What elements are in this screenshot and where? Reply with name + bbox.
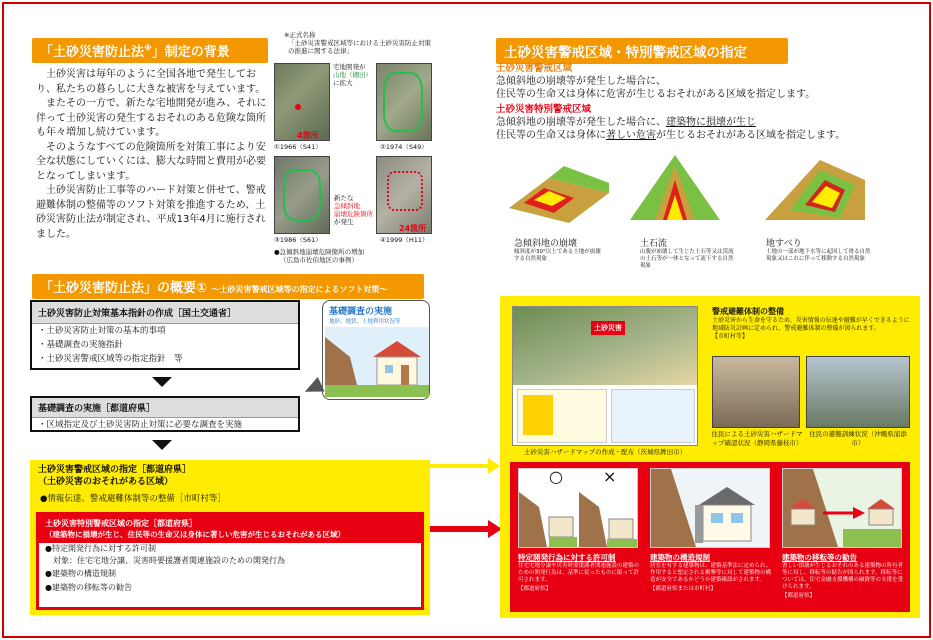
special-zone-box <box>36 512 424 610</box>
background-text <box>36 68 272 242</box>
basic-survey-title: 基礎調査の実施［都道府県］ <box>32 398 298 418</box>
hazard-map-badge: 土砂災害 <box>591 321 625 335</box>
hazard-map-image <box>512 306 698 446</box>
basic-policy-item: ・基礎調査の実施指針 <box>38 340 124 350</box>
warning-zone-panel-title: 土砂災害警戒区域の指定［都道府県］ （土砂災害のおそれがある区域） <box>38 465 192 487</box>
designation-section-title: 土砂災害警戒区域・特別警戒区域の指定 <box>496 38 788 64</box>
survey-bubble-subtitle: 地形、地質、土地利用状況等 <box>329 319 401 325</box>
basic-survey-box <box>30 396 300 432</box>
special-zone-item: ●特定開発行為に対する許可制 <box>45 544 156 553</box>
overview-section-title: 「土砂災害防止法」の概要① ～土砂災害警戒区域等の指定によるソフト対策～ <box>32 274 424 299</box>
landslide-count: 24箇所 <box>399 224 427 233</box>
special-zone-item: ●建築物の移転等の勧告 <box>45 583 132 592</box>
special-zone-box-header: 土砂災害特別警戒区域の指定［都道府県］ （建築物に損壊が生じ、住民等の生命又は身体に著しい危害が生じるおそれがある区域） <box>39 515 421 543</box>
background-paragraph: 土砂災害防止工事等のハード対策と併せて、警戒避難体制の整備等のソフト対策を推進するため、土砂災害防止法が制定され、平成13年4月に施行されました。 <box>36 185 266 240</box>
warning-zone-line: 住民等の生命又は身体に危害が生じるおそれがある区域を指定します。 <box>496 89 816 100</box>
special-measures-area <box>510 462 910 612</box>
hazard-illustration-landslide <box>760 150 870 228</box>
resident-map-check-caption: 住民による土砂災害ハザードマップ確認状況（静岡県藤枝市） <box>711 430 803 447</box>
background-section-title: 「土砂災害防止法※」制定の背景 <box>32 38 268 63</box>
special-zone-item: ●建築物の構造規制 <box>45 569 116 578</box>
callout-development: 宅地開発が 山地（棚田） に拡大 <box>333 63 372 87</box>
photo-label: ④1999（H11） <box>380 236 429 244</box>
zone-definitions <box>496 62 916 142</box>
basic-policy-box <box>30 300 300 370</box>
law-official-name-note: ※正式名称 「土砂災害警戒区域等における土砂災害防止対策の推進に関する法律」 <box>284 31 431 55</box>
hazard-illustration-debris-flow <box>625 150 725 230</box>
evacuation-system-text: 警戒避難体制の整備 土砂災害から生命を守るため、災害情報の伝達や避難が早くできるように地域防災計画に定められ、警戒避難体制の整備が図られます。 【市町村等】 <box>712 307 910 340</box>
basic-policy-item: ・土砂災害防止対策の基本的事項 <box>38 326 166 336</box>
structure-regulation-card-text: 建築物の構造規制 居室を有する建築物は、建築基準法に定められ、作用すると想定される衝撃等に対して建築物の構造が安全であるかどうか建築確認がされます。 【都道府県または市町村】 <box>650 553 772 592</box>
survey-bubble-title: 基礎調査の実施 <box>329 307 393 317</box>
hazard-label-debris-flow: 土石流 山腹が崩壊して生じた土石等又は渓流の土石等が一体となって流下する自然現象 <box>640 239 734 269</box>
landslide-count: 4箇所 <box>297 131 319 140</box>
resident-map-check-photo <box>712 356 800 428</box>
warning-zone-panel <box>30 460 430 615</box>
aerial-photo-1974 <box>376 63 432 141</box>
basic-survey-item: ・区域指定及び土砂災害防止対策に必要な調査を実施 <box>38 420 243 430</box>
basic-policy-item: ・土砂災害警戒区域等の指定指針 等 <box>38 354 183 364</box>
relocation-recommendation-illustration <box>782 468 902 548</box>
not-allowed-mark: × <box>603 467 617 486</box>
survey-illustration-bubble <box>322 300 430 400</box>
hazard-label-steep-slope: 急傾斜地の崩壊 傾斜度が30°以上である土地が崩壊する自然現象 <box>514 239 601 262</box>
photo-caption: ●急傾斜地崩壊危険箇所の増加 （広島市佐伯地区の事例） <box>274 248 365 264</box>
hazard-map-caption: 土砂災害ハザードマップの作成・配布（茨城県鉾田市） <box>523 448 687 456</box>
survey-house-icon <box>325 327 429 397</box>
aerial-photo-1966 <box>274 63 330 141</box>
special-zone-item: 対象：住宅宅地分譲、災害時要援護者関連施設のための開発行為 <box>45 556 285 565</box>
landslide-site-marks <box>295 104 301 110</box>
development-permit-illustration <box>518 468 638 548</box>
background-paragraph: 土砂災害は毎年のように全国各地で発生しており、私たちの暮らしに大きな被害を与えています。 <box>36 69 266 95</box>
measures-panel <box>500 296 920 618</box>
arrow-to-warning-measures <box>430 464 490 468</box>
evacuation-drill-caption: 住民の避難訓練状況（沖縄県浦添市） <box>809 430 907 447</box>
warning-zone-item: ●情報伝達、警戒避難体制等の整備［市町村等］ <box>40 494 226 504</box>
structure-regulation-illustration <box>650 468 770 548</box>
photo-label: ③1986（S61） <box>274 236 322 244</box>
aerial-photo-1986 <box>274 156 330 234</box>
background-paragraph: そのようなすべての危険箇所を対策工事により安全な状態にしていくには、膨大な時間と費用が必要となってしまいます。 <box>36 141 266 182</box>
aerial-photo-1999 <box>376 156 432 234</box>
background-paragraph: またその一方で、新たな宅地開発が進み、それに伴って土砂災害の発生するおそれのある危険な箇所も年々増加し続けています。 <box>36 98 267 138</box>
callout-new-hazard: 新たな 急傾斜地 崩壊危険箇所 が発生 <box>334 194 373 226</box>
evacuation-drill-photo <box>806 356 910 428</box>
basic-policy-title: 土砂災害防止対策基本指針の作成［国土交通省］ <box>32 302 298 324</box>
development-permit-card-text: 特定開発行為に対する許可制 住宅宅地分譲や災害時要援護者関連施設の建築のための開発行為は、基準に従ったものに限って許可されます。 【都道府県】 <box>518 553 640 592</box>
special-zone-heading: 土砂災害特別警戒区域 <box>496 104 592 115</box>
allowed-mark: ○ <box>549 467 563 486</box>
relocation-recommendation-card-text: 建築物の移転等の勧告 著しい損壊が生じるおそれのある建築物の所有者等に対し、移転等の勧告が図られます。移転等については、住宅金融支援機構の融資等の支援を受けられます。 【都道府県】 <box>782 553 904 599</box>
arrow-to-special-measures <box>430 526 490 532</box>
special-zone-line: 急傾斜地の崩壊等が発生した場合に、建築物に損壊が生じ <box>496 117 756 128</box>
photo-label: ①1966（S41） <box>274 143 322 151</box>
hazard-illustration-steep-slope <box>504 158 614 228</box>
photo-label: ②1974（S49） <box>380 143 428 151</box>
flow-arrow-down <box>152 440 172 450</box>
hazard-label-landslide: 地すべり 土地の一部が地下水等に起因して滑る自然現象又はこれに伴って移動する自然現象 <box>766 239 871 262</box>
warning-zone-heading: 土砂災害警戒区域 <box>496 63 573 74</box>
warning-zone-line: 急傾斜地の崩壊等が発生した場合に、 <box>496 76 666 87</box>
flow-arrow-down <box>152 377 172 387</box>
special-zone-line: 住民等の生命又は身体に著しい危害が生じるおそれがある区域を指定します。 <box>496 130 846 141</box>
